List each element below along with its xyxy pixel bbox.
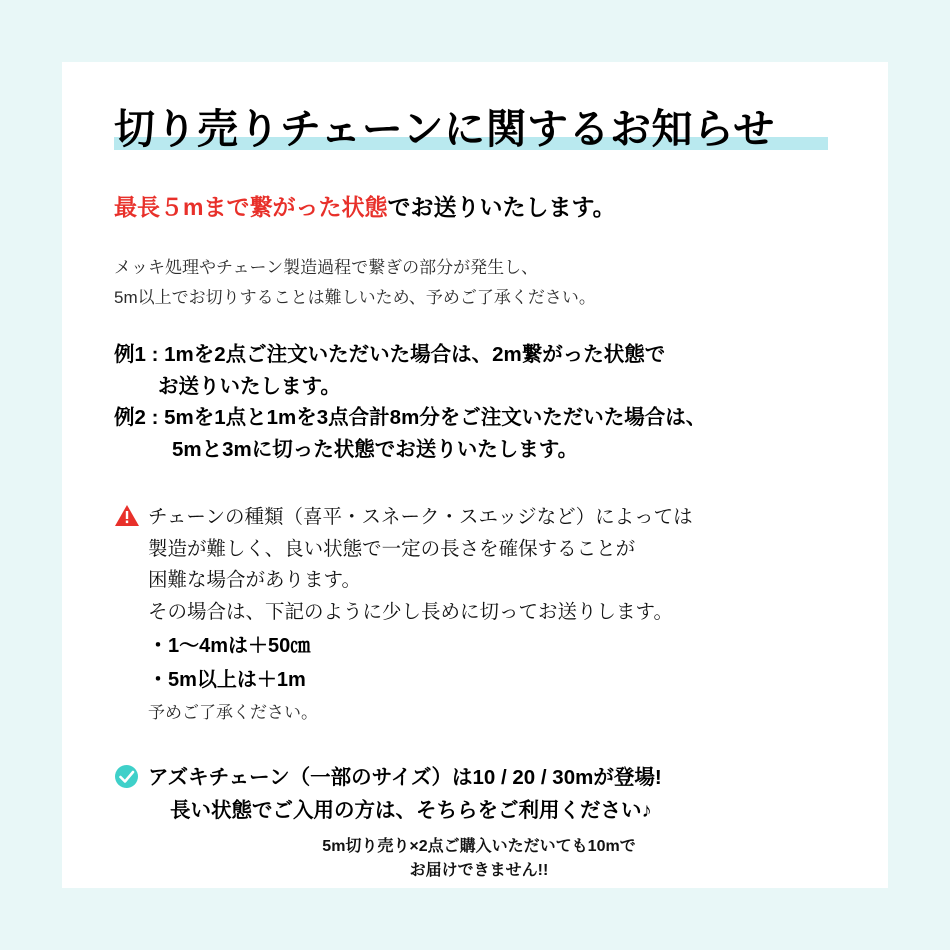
warning-line-4: その場合は、下記のように少し長めに切ってお送りします。 bbox=[148, 600, 673, 623]
note-line-1: メッキ処理やチェーン製造過程で繋ぎの部分が発生し、 bbox=[114, 258, 539, 278]
promo-line-2: 長い状態でご入用の方は、そちらをご利用ください♪ bbox=[170, 798, 652, 822]
warning-tail-text: 予めご了承ください。 bbox=[148, 703, 318, 723]
warning-line-2: 製造が難しく、良い状態で一定の長さを確保することが bbox=[148, 537, 636, 560]
promo-small-block bbox=[114, 835, 844, 883]
promo-line-1: アズキチェーン（一部のサイズ）は10 / 20 / 30mが登場! bbox=[148, 765, 662, 789]
notice-card bbox=[62, 62, 888, 888]
warning-block bbox=[114, 502, 844, 727]
lead-rest-text: でお送りいたします。 bbox=[387, 194, 616, 221]
warning-bullet-2: ・5m以上は＋1m bbox=[148, 669, 306, 692]
warning-bullet-1: ・1〜4mは＋50㎝ bbox=[148, 635, 311, 658]
promo-small-line-2: お届けできません!! bbox=[409, 861, 549, 879]
note-paragraph bbox=[114, 253, 844, 313]
examples-block bbox=[114, 339, 844, 466]
warning-line-3: 困難な場合があります。 bbox=[148, 569, 361, 592]
page-title: 切り売りチェーンに関するお知らせ bbox=[114, 106, 775, 152]
notice-content bbox=[114, 94, 844, 883]
warning-triangle-icon bbox=[114, 504, 140, 527]
promo-small-line-1: 5m切り売り×2点ご購入いただいても10mで bbox=[322, 837, 636, 855]
example-2-head: 例2 : 5mを1点と1mを3点合計8m分をご注文いただいた場合は、 bbox=[114, 406, 707, 430]
example-2-cont: 5mと3mに切った状態でお送りいたします。 bbox=[172, 438, 579, 462]
lead-statement bbox=[114, 191, 844, 223]
note-line-2: 5m以上でお切りすることは難しいため、予めご了承ください。 bbox=[114, 288, 596, 308]
warning-line-1: チェーンの種類（喜平・スネーク・スエッジなど）によっては bbox=[148, 506, 693, 528]
example-1-head: 例1 : 1mを2点ご注文いただいた場合は、2m繋がった状態で bbox=[114, 342, 666, 366]
page-title-wrap bbox=[114, 104, 844, 155]
example-1-cont: お送りいたします。 bbox=[158, 374, 341, 398]
promo-block bbox=[114, 761, 844, 883]
check-circle-icon bbox=[114, 764, 139, 789]
lead-highlight-text: 最長５mまで繋がった状態 bbox=[114, 191, 387, 223]
